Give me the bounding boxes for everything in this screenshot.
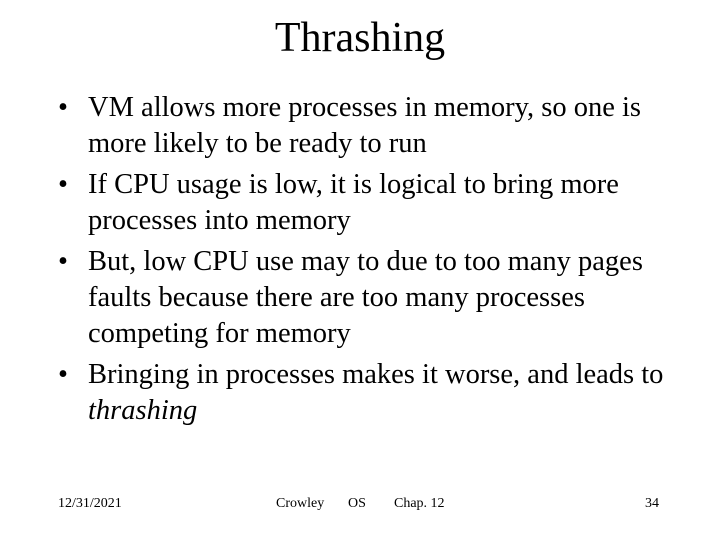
footer-chapter: Chap. 12 bbox=[394, 496, 445, 511]
footer-date: 12/31/2021 bbox=[58, 496, 122, 511]
bullet-text-4: Bringing in processes makes it worse, and leads to bbox=[88, 359, 664, 390]
footer-page-number: 34 bbox=[645, 496, 659, 511]
bullet-icon: • bbox=[58, 246, 68, 277]
slide-title: Thrashing bbox=[274, 15, 446, 61]
bullet-item-1 bbox=[58, 90, 668, 162]
bullet-text-1: VM allows more processes in memory, so one is more likely to be ready to run bbox=[88, 92, 642, 159]
footer-author: Crowley bbox=[276, 496, 325, 511]
bullet-text-3: But, low CPU use may to due to too many pages faults because there are too many processes competing for memory bbox=[88, 246, 643, 349]
bullet-list bbox=[58, 90, 668, 434]
bullet-item-3 bbox=[58, 244, 668, 352]
footer-course: OS bbox=[348, 496, 366, 511]
bullet-icon: • bbox=[58, 169, 68, 200]
bullet-item-4 bbox=[58, 357, 668, 429]
bullet-icon: • bbox=[58, 359, 68, 390]
bullet-text-2: If CPU usage is low, it is logical to bring more processes into memory bbox=[88, 169, 619, 236]
bullet-icon: • bbox=[58, 92, 68, 123]
emphasized-term: thrashing bbox=[88, 395, 198, 426]
bullet-item-2 bbox=[58, 167, 668, 239]
